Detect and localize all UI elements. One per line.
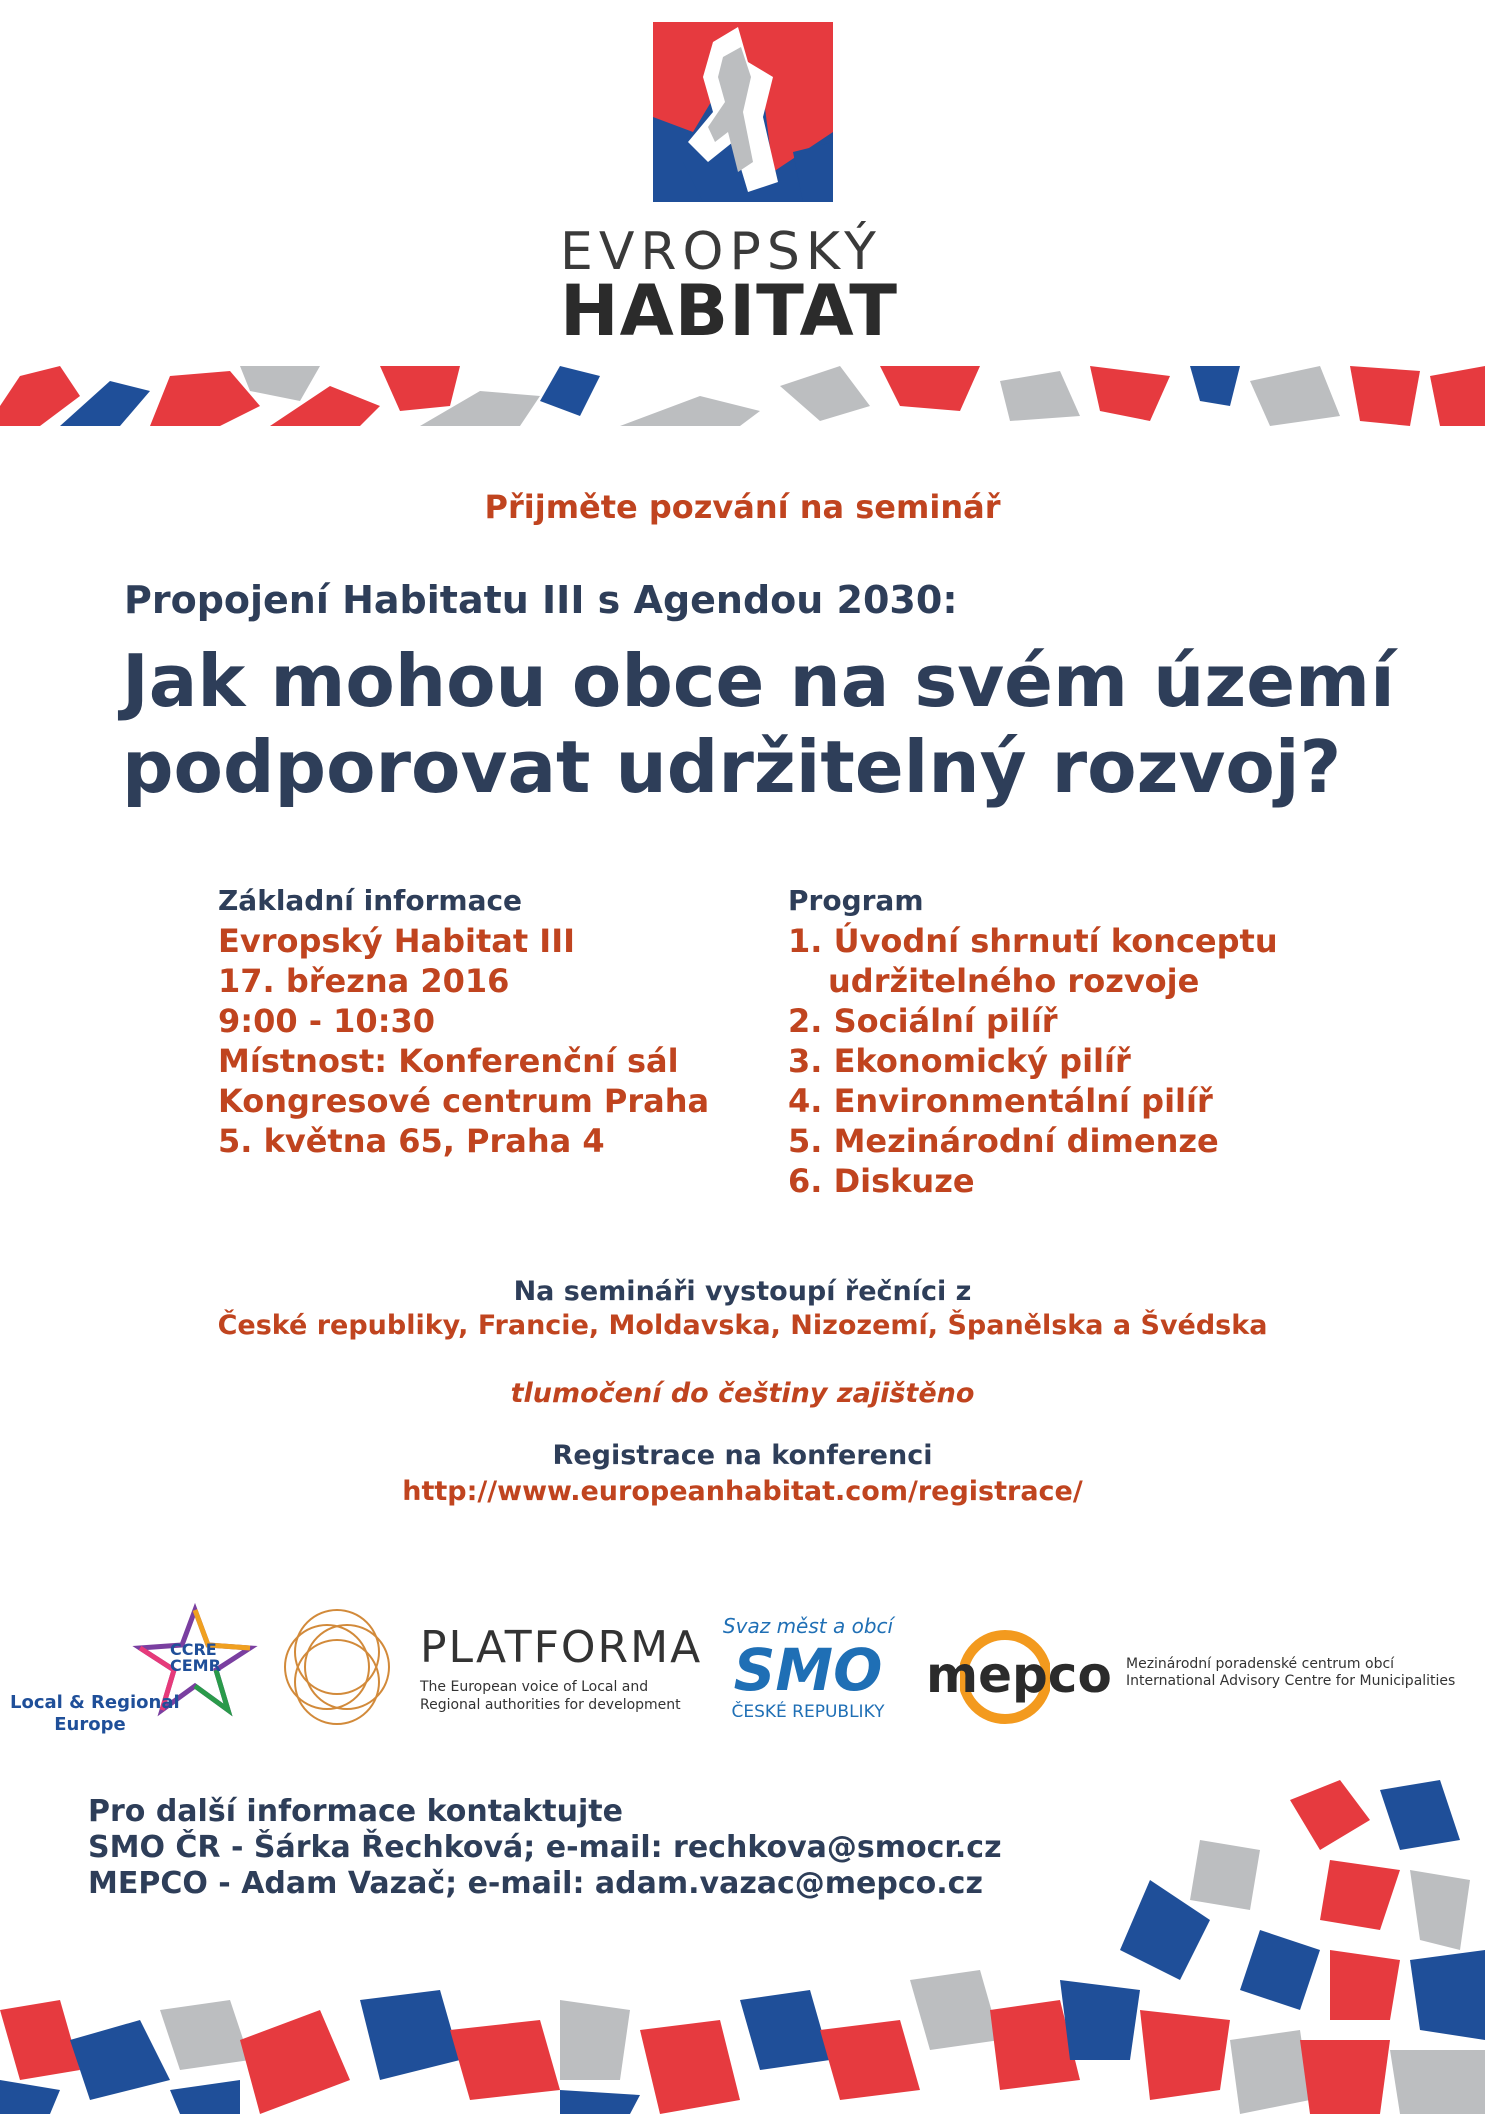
ccre-caption-1: Local & Regional bbox=[10, 1692, 180, 1713]
smo-subtitle: ČESKÉ REPUBLIKY bbox=[731, 1702, 885, 1722]
mepco-line-2: International Advisory Centre for Municipalities bbox=[1126, 1673, 1456, 1689]
logo-word-habitat: HABITAT bbox=[560, 270, 898, 352]
info-line: 17. března 2016 bbox=[218, 962, 510, 1000]
smo-logo bbox=[718, 1614, 898, 1722]
speakers-countries: České republiky, Francie, Moldavska, Nizozemí, Španělska a Švédska bbox=[217, 1310, 1268, 1341]
habitat-logo bbox=[653, 22, 833, 202]
habitat-logo-icon bbox=[653, 22, 833, 202]
seminar-subtitle: Propojení Habitatu III s Agendou 2030: bbox=[124, 578, 958, 622]
program-item: 4. Environmentální pilíř bbox=[788, 1082, 1213, 1120]
logo-word-evropsky: EVROPSKÝ bbox=[560, 222, 882, 282]
basic-info-heading: Základní informace bbox=[218, 884, 523, 917]
cemr-text: CEMR bbox=[170, 1656, 221, 1675]
program-item: 2. Sociální pilíř bbox=[788, 1002, 1058, 1040]
speakers-label: Na semináři vystoupí řečníci z bbox=[513, 1276, 972, 1307]
contact-smo[interactable]: SMO ČR - Šárka Řechková; e-mail: rechkova@smocr.cz bbox=[88, 1830, 1002, 1865]
ccre-caption-2: Europe bbox=[54, 1714, 126, 1735]
program-item-continued: udržitelného rozvoje bbox=[828, 962, 1200, 1000]
info-line: Kongresové centrum Praha bbox=[218, 1082, 710, 1120]
info-line: 5. května 65, Praha 4 bbox=[218, 1122, 605, 1160]
smo-arc-text: Svaz měst a obcí bbox=[722, 1614, 894, 1638]
contact-heading: Pro další informace kontaktujte bbox=[88, 1794, 623, 1829]
mepco-line-1: Mezinárodní poradenské centrum obcí bbox=[1126, 1656, 1395, 1672]
program-heading: Program bbox=[788, 884, 924, 917]
mepco-name: mepco bbox=[926, 1646, 1112, 1704]
seminar-title bbox=[122, 638, 1395, 810]
decorative-band-top bbox=[0, 366, 1485, 426]
program-item: 6. Diskuze bbox=[788, 1162, 975, 1200]
invitation-text: Přijměte pozvání na seminář bbox=[484, 488, 1001, 526]
platforma-tag-1: The European voice of Local and bbox=[420, 1679, 649, 1695]
mepco-tagline bbox=[1126, 1656, 1455, 1690]
smo-name: SMO bbox=[733, 1636, 883, 1704]
title-line-2: podporovat udržitelný rozvoj? bbox=[122, 725, 1342, 809]
program-item: 1. Úvodní shrnutí konceptu bbox=[788, 922, 1278, 960]
platforma-circles-icon bbox=[272, 1602, 402, 1732]
title-line-1: Jak mohou obce na svém území bbox=[122, 639, 1395, 723]
basic-info-block bbox=[218, 884, 709, 1161]
info-line: 9:00 - 10:30 bbox=[218, 1002, 436, 1040]
decorative-band-bottom bbox=[0, 1780, 1485, 2114]
info-line: Evropský Habitat III bbox=[218, 922, 576, 960]
program-block bbox=[788, 884, 1278, 1201]
info-line: Místnost: Konferenční sál bbox=[218, 1042, 679, 1080]
program-item: 5. Mezinárodní dimenze bbox=[788, 1122, 1219, 1160]
registration-link[interactable]: http://www.europeanhabitat.com/registrace/ bbox=[402, 1476, 1083, 1507]
ccre-text: CCRE bbox=[170, 1640, 217, 1659]
contact-mepco[interactable]: MEPCO - Adam Vazač; e-mail: adam.vazac@mepco.cz bbox=[88, 1866, 983, 1901]
interpretation-note: tlumočení do češtiny zajištěno bbox=[510, 1378, 975, 1409]
registration-label: Registrace na konferenci bbox=[552, 1440, 933, 1471]
platforma-tagline bbox=[420, 1678, 681, 1714]
ccre-cemr-logo bbox=[10, 1600, 260, 1740]
platforma-name: PLATFORMA bbox=[420, 1622, 703, 1673]
program-item: 3. Ekonomický pilíř bbox=[788, 1042, 1131, 1080]
platforma-tag-2: Regional authorities for development bbox=[420, 1697, 681, 1713]
